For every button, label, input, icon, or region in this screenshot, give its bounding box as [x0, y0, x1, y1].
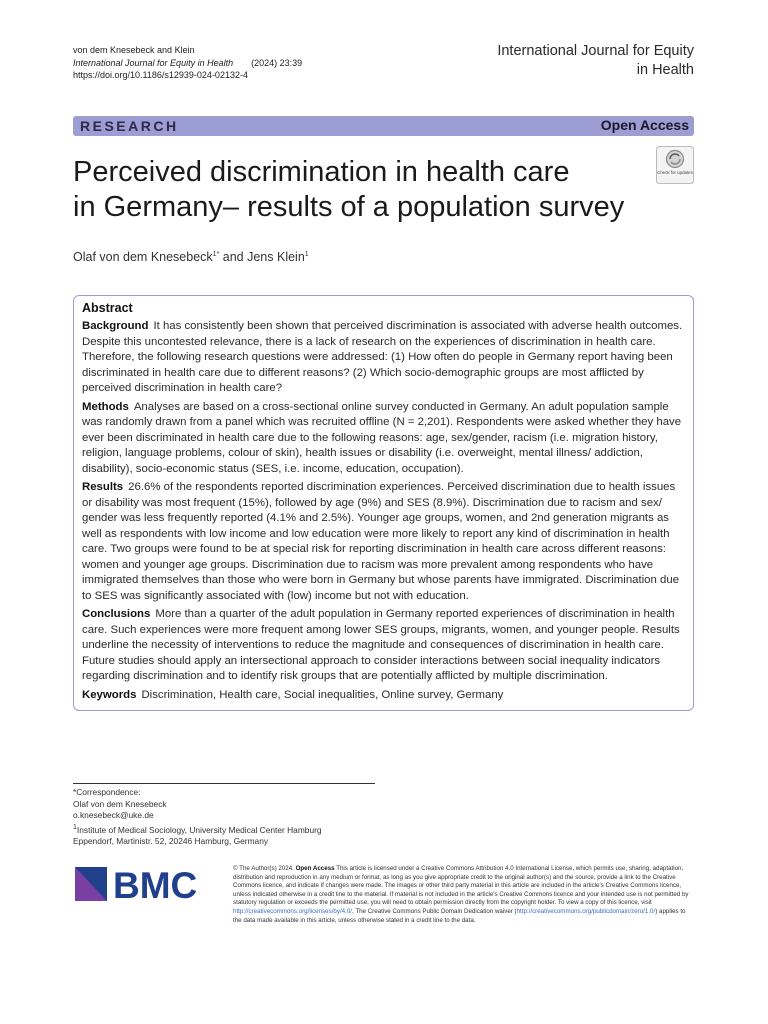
- public-domain-link[interactable]: http://creativecommons.org/publicdomain/zero/1.0/: [516, 907, 656, 915]
- abstract-heading: Abstract: [82, 301, 133, 315]
- abstract-methods: Methods Analyses are based on a cross-sectional online survey conducted in Germany. An adult population sample was randomly drawn from a panel which was recruited offline (N = 2,201). Respondents were asked whether they have ever been discriminated in health care due to the following reasons: age, sex/gender, racism (i.e. migration history, religion, language problems, colour of skin), health issues or disability (i.e. overweight, mental illness/ addiction, disability), socio-economic status (SES, i.e. income, education, occupation).: [82, 400, 682, 475]
- abstract-conclusions: Conclusions More than a quarter of the adult population in Germany reported experiences of discrimination in health care. Such experiences were more frequent among lower SES groups, migrants, women, and younger people. Results underline the necessity of interventions to reduce the magnitude and consequences of discrimination in health care. Future studies should apply an intersectional approach to consider interactions between social inequality indicators regarding discrimination and to identify risk groups that are potentially afflicted by multiple discrimination.: [82, 608, 680, 682]
- check-for-updates-text: Check for updates: [657, 170, 693, 175]
- section-banner: [73, 116, 694, 136]
- journal-title: International Journal for Equity in Health: [497, 43, 694, 78]
- footnote-divider: [73, 783, 375, 784]
- correspondence-block: *Correspondence: Olaf von dem Knesebeck o.knesebeck@uke.de $^1$Institute of Medical Sociology, University Medical Center Hamburg Eppendorf, Martinistr. 52, 20246 Hamburg, Germany: [73, 787, 322, 847]
- affiliation: Institute of Medical Sociology, University Medical Center Hamburg: [76, 824, 322, 835]
- author-name[interactable]: Jens Klein: [247, 250, 305, 264]
- author-list: Olaf von dem Knesebeck$^{1*}$ and Jens Klein$^1$: [73, 250, 309, 264]
- email-link[interactable]: o.knesebeck@uke.de: [73, 810, 154, 821]
- check-for-updates-icon[interactable]: [656, 146, 694, 184]
- bmc-logo: [73, 865, 215, 905]
- article-title: Perceived discrimination in health care in Germany– results of a population survey: [73, 156, 625, 223]
- volume-info: (2024) 23:39: [251, 57, 303, 68]
- license-link[interactable]: http://creativecommons.org/licenses/by/4.0/: [233, 907, 352, 915]
- open-access-label: Open Access: [600, 117, 689, 133]
- journal-name-italic: International Journal for Equity in Health: [73, 57, 234, 68]
- abstract-background: Background It has consistently been shown that perceived discrimination is associated with adverse health outcomes. Despite this uncontested relevance, there is a lack of research on the experiences of discrimination in health care. Therefore, the following research questions were addressed: (1) How often do people in Germany report having been discriminated in health care due to different reasons? (2) Which socio-demographic groups are most afflicted by perceived discrimination in health care?: [82, 320, 683, 394]
- article-type-label: RESEARCH: [80, 118, 179, 134]
- abstract-keywords: Keywords Discrimination, Health care, Social inequalities, Online survey, Germany: [82, 688, 504, 701]
- author-name[interactable]: Olaf von dem Knesebeck: [73, 250, 213, 264]
- running-authors: von dem Knesebeck and Klein: [73, 45, 195, 55]
- doi-link[interactable]: https://doi.org/10.1186/s12939-024-02132-4: [73, 70, 248, 80]
- corresponding-author: Olaf von dem Knesebeck: [73, 798, 167, 809]
- bmc-logo-text: BMC: [113, 865, 198, 905]
- article-meta: [73, 44, 302, 82]
- license-text: © The Author(s) 2024. Open Access This article is licensed under a Creative Commons Attribution 4.0 International License, which permits use, sharing, adaptation, distribution and reproduction in any medium or format, as long as you give appropriate credit to the original author(s) and the source, provide a link to the Creative Commons licence, and indicate if changes were made. The images or other third party material in this article are included in the article's Creative Commons licence, unless indicated otherwise in a credit line to the material. If material is not included in the article's Creative Commons licence and your intended use is not permitted by statutory regulation or exceeds the permitted use, you will need to obtain permission directly from the copyright holder. To view a copy of this licence, visit http://creativecommons.org/licenses/by/4.0/. The Creative Commons Public Domain Dedication waiver (http://creativecommons.org/publicdomain/zero/1.0/) applies to the data made available in this article, unless otherwise stated in a credit line to the data.: [233, 865, 689, 924]
- abstract-box: [73, 295, 694, 711]
- abstract-results: Results 26.6% of the respondents reported discrimination experiences. Perceived discrimination due to health issues or disability was most frequent (15%), followed by age (9%) and SES (8.9%). Discrimination due to racism and sex/ gender was less frequently reported (4.1% and 2.5%). Younger age groups, women, and 2nd generation migrants as well as respondents with low income and low education were more likely to report any kind of discrimination in health care. Two groups were found to be at special risk for reporting discrimination in health care across different reasons: women and younger age groups. Discrimination due to racism was more prevalent among respondents who have immigrated themselves than those who were born in Germany but whose parents have immigrated. Discrimination due to SES was significantly associated with (low) income but not with education.: [82, 481, 680, 602]
